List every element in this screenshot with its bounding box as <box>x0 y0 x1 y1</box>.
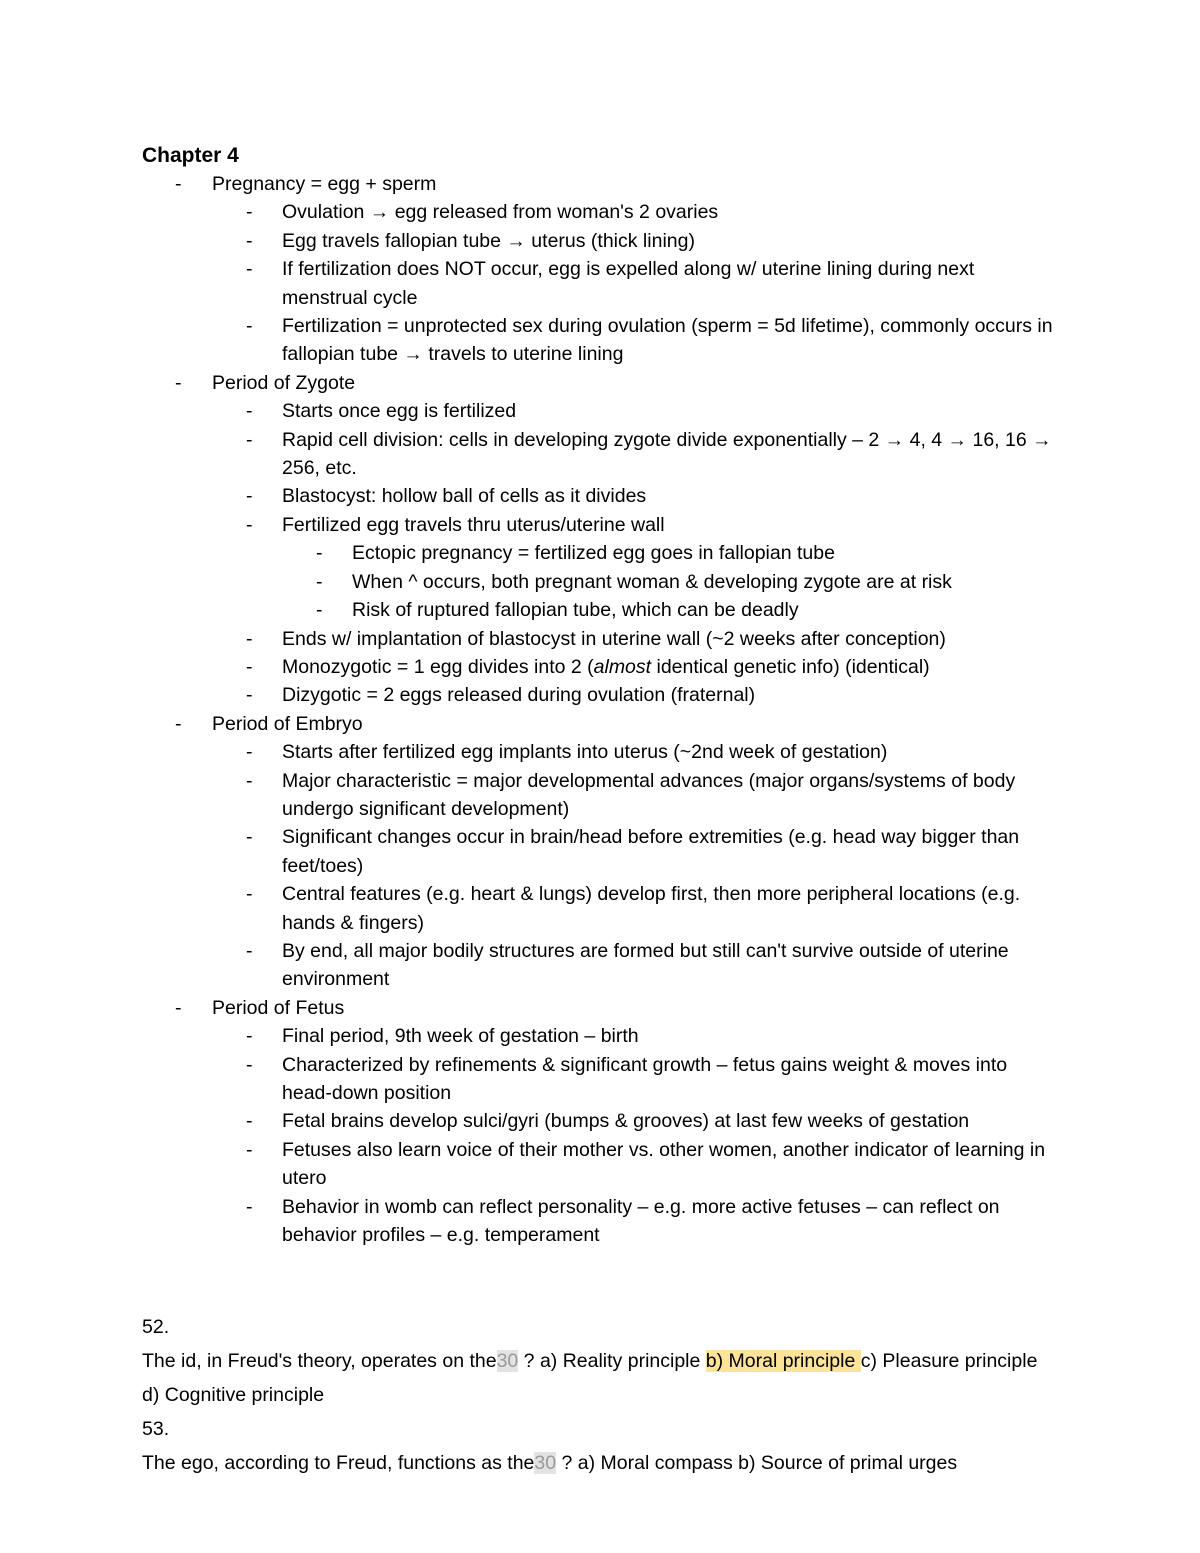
answer-blank: 30 <box>534 1452 557 1474</box>
outline-text: Fertilization = unprotected sex during ovulation (sperm = 5d lifetime), commonly occurs in fallopian tube → travels to uterine lining <box>282 315 1053 366</box>
bullet-dash: - <box>246 939 253 962</box>
outline-text: Period of Fetus <box>212 996 345 1019</box>
outline-text: Fertilized egg travels thru uterus/uterine wall <box>282 513 665 536</box>
bullet-dash: - <box>246 1195 253 1218</box>
chapter-outline <box>142 170 1062 1249</box>
outline-text: Blastocyst: hollow ball of cells as it divides <box>282 485 647 508</box>
outline-text <box>282 656 930 678</box>
outline-item <box>142 710 1062 738</box>
outline-item <box>142 1136 1062 1193</box>
outline-item <box>142 596 1062 624</box>
outline-item <box>142 937 1062 994</box>
outline-item <box>142 1107 1062 1135</box>
outline-item <box>142 738 1062 766</box>
answer-blank: 30 <box>496 1350 519 1372</box>
outline-item <box>142 994 1062 1022</box>
outline-item <box>142 255 1062 312</box>
outline-text: Ovulation → egg released from woman's 2 ovaries <box>282 201 719 224</box>
outline-item <box>142 170 1062 198</box>
bullet-dash: - <box>246 655 253 678</box>
italic-word: almost <box>593 655 652 678</box>
outline-item <box>142 653 1062 681</box>
question-number: 52. <box>142 1316 170 1338</box>
outline-text: Dizygotic = 2 eggs released during ovulation (fraternal) <box>282 684 756 707</box>
bullet-dash: - <box>246 684 253 707</box>
question-stem: The id, in Freud's theory, operates on the <box>142 1350 497 1372</box>
outline-text: Ends w/ implantation of blastocyst in uterine wall (~2 weeks after conception) <box>282 627 946 650</box>
outline-item <box>142 539 1062 567</box>
chapter-heading: Chapter 4 <box>142 144 239 167</box>
outline-item <box>142 568 1062 596</box>
bullet-dash: - <box>246 627 253 650</box>
outline-item <box>142 1051 1062 1108</box>
bullet-dash: - <box>175 371 182 394</box>
highlighted-answer: b) Moral principle <box>705 1350 861 1372</box>
outline-item <box>142 1022 1062 1050</box>
bullet-dash: - <box>246 201 253 224</box>
outline-text: Ectopic pregnancy = fertilized egg goes in fallopian tube <box>352 542 835 565</box>
outline-text: Period of Zygote <box>212 371 356 394</box>
question-stem: The ego, according to Freud, functions as the <box>142 1452 535 1474</box>
bullet-dash: - <box>246 485 253 508</box>
question-options: ? a) Reality principle <box>518 1350 706 1372</box>
question-options: ? a) Moral compass b) Source of primal urges <box>556 1452 958 1474</box>
quiz-section <box>142 1310 1042 1480</box>
bullet-dash: - <box>246 229 253 252</box>
outline-text: Fetuses also learn voice of their mother vs. other women, another indicator of learning in utero <box>282 1138 1046 1190</box>
bullet-dash: - <box>246 428 253 451</box>
bullet-dash: - <box>246 513 253 536</box>
outline-item <box>142 767 1062 824</box>
bullet-dash: - <box>246 826 253 849</box>
outline-item <box>142 227 1062 255</box>
outline-text: Pregnancy = egg + sperm <box>212 173 437 195</box>
question-text <box>142 1446 1042 1480</box>
outline-item <box>142 426 1062 483</box>
bullet-dash: - <box>175 996 182 1019</box>
bullet-dash: - <box>246 400 253 423</box>
bullet-dash: - <box>246 1110 253 1133</box>
bullet-dash: - <box>246 1053 253 1076</box>
outline-text: Central features (e.g. heart & lungs) develop first, then more peripheral locations (e.g. hands & fingers) <box>282 883 1021 934</box>
question-number: 53. <box>142 1418 170 1440</box>
outline-item <box>142 880 1062 937</box>
question-options: c) Pleasure principle d) Cognitive principle <box>142 1350 1038 1406</box>
bullet-dash: - <box>175 173 182 195</box>
outline-item <box>142 369 1062 397</box>
outline-text: Period of Embryo <box>212 712 363 735</box>
outline-text-part: Monozygotic = 1 egg divides into 2 ( <box>282 655 594 678</box>
outline-text: Rapid cell division: cells in developing zygote divide exponentially – 2 → 4, 4 → 16, 16 → 256, etc. <box>282 428 1052 480</box>
outline-text: Risk of ruptured fallopian tube, which can be deadly <box>352 599 799 622</box>
bullet-dash: - <box>246 258 253 281</box>
outline-item <box>142 681 1062 709</box>
outline-item <box>142 823 1062 880</box>
bullet-dash: - <box>316 542 323 565</box>
bullet-dash: - <box>246 769 253 792</box>
outline-text: Fetal brains develop sulci/gyri (bumps & grooves) at last few weeks of gestation <box>282 1110 970 1133</box>
outline-item <box>142 482 1062 510</box>
outline-text: Behavior in womb can reflect personality – e.g. more active fetuses – can reflect on behavior profiles – e.g. temperament <box>282 1195 1000 1247</box>
bullet-dash: - <box>246 1025 253 1048</box>
bullet-dash: - <box>175 712 182 735</box>
bullet-dash: - <box>246 741 253 764</box>
bullet-dash: - <box>246 315 253 338</box>
question-text <box>142 1344 1042 1412</box>
outline-text: Significant changes occur in brain/head before extremities (e.g. head way bigger than feet/toes) <box>282 826 1020 877</box>
outline-item <box>142 511 1062 539</box>
outline-text: When ^ occurs, both pregnant woman & developing zygote are at risk <box>352 570 952 593</box>
outline-item <box>142 198 1062 226</box>
bullet-dash: - <box>316 570 323 593</box>
outline-item <box>142 397 1062 425</box>
bullet-dash: - <box>316 599 323 622</box>
outline-text: Egg travels fallopian tube → uterus (thick lining) <box>282 229 695 252</box>
outline-text: Starts after fertilized egg implants into uterus (~2nd week of gestation) <box>282 741 888 764</box>
outline-text-part: identical genetic info) (identical) <box>651 655 930 678</box>
bullet-dash: - <box>246 1138 253 1161</box>
outline-text: Starts once egg is fertilized <box>282 400 517 423</box>
outline-text: Final period, 9th week of gestation – birth <box>282 1025 639 1048</box>
outline-text: By end, all major bodily structures are formed but still can't survive outside of uterine environment <box>282 939 1009 991</box>
outline-text: Characterized by refinements & significant growth – fetus gains weight & moves into head-down position <box>282 1053 1008 1104</box>
outline-text: Major characteristic = major developmental advances (major organs/systems of body undergo significant development) <box>282 769 1016 820</box>
outline-text: If fertilization does NOT occur, egg is expelled along w/ uterine lining during next menstrual cycle <box>282 258 975 309</box>
outline-item <box>142 625 1062 653</box>
outline-item <box>142 312 1062 369</box>
bullet-dash: - <box>246 883 253 906</box>
outline-item <box>142 1193 1062 1250</box>
